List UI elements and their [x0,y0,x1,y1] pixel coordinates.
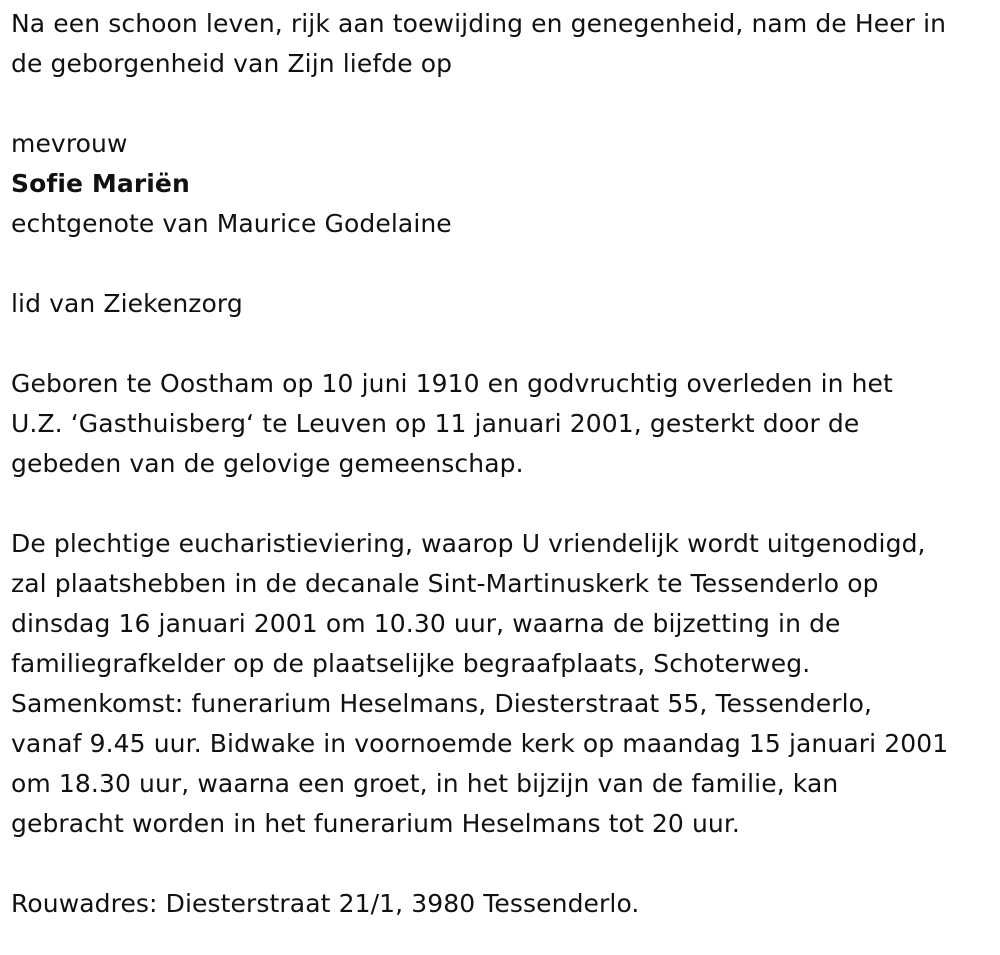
deceased-name: Sofie Mariën [11,169,190,198]
ceremony-line-3: dinsdag 16 januari 2001 om 10.30 uur, waarna de bijzetting in de [11,609,841,638]
spacer [11,324,996,364]
ceremony-line-5: Samenkomst: funerarium Heselmans, Diesterstraat 55, Tessenderlo, [11,689,873,718]
intro-line-1: Na een schoon leven, rijk aan toewijding en genegenheid, nam de Heer in [11,9,947,38]
ceremony-line-2: zal plaatshebben in de decanale Sint-Martinuskerk te Tessenderlo op [11,569,879,598]
membership-line: lid van Ziekenzorg [11,289,243,318]
birth-death-line-1: Geboren te Oostham op 10 juni 1910 en godvruchtig overleden in het [11,369,893,398]
title-prefix: mevrouw [11,129,128,158]
spacer [11,484,996,524]
ceremony-line-6: vanaf 9.45 uur. Bidwake in voornoemde kerk op maandag 15 januari 2001 [11,729,949,758]
spacer [11,844,996,884]
spouse-line: echtgenote van Maurice Godelaine [11,209,452,238]
ceremony-line-8: gebracht worden in het funerarium Heselmans tot 20 uur. [11,809,740,838]
birth-death-line-2: U.Z. ‘Gasthuisberg‘ te Leuven op 11 januari 2001, gesterkt door de [11,409,860,438]
ceremony-line-4: familiegrafkelder op de plaatselijke begraafplaats, Schoterweg. [11,649,811,678]
death-notice [11,4,996,924]
spacer [11,84,996,124]
ceremony-line-1: De plechtige eucharistieviering, waarop U vriendelijk wordt uitgenodigd, [11,529,926,558]
birth-death-line-3: gebeden van de gelovige gemeenschap. [11,449,524,478]
spacer [11,244,996,284]
intro-line-2: de geborgenheid van Zijn liefde op [11,49,453,78]
ceremony-line-7: om 18.30 uur, waarna een groet, in het bijzijn van de familie, kan [11,769,839,798]
address-line: Rouwadres: Diesterstraat 21/1, 3980 Tessenderlo. [11,889,640,918]
